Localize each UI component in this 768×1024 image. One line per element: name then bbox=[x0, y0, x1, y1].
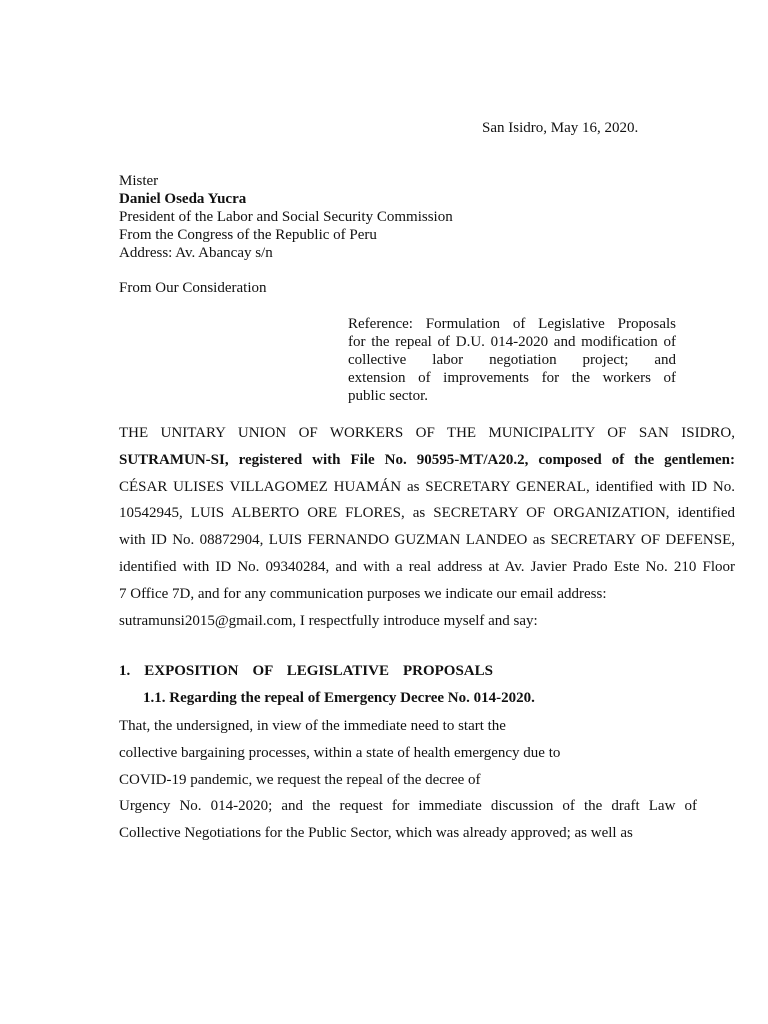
section-line: collective bargaining processes, within a state of health emergency due to bbox=[119, 744, 561, 761]
body-line: CÉSAR ULISES VILLAGOMEZ HUAMÁN as SECRETARY GENERAL, identified with ID No. bbox=[119, 478, 735, 495]
subsection-title: 1.1. Regarding the repeal of Emergency Decree No. 014-2020. bbox=[143, 690, 535, 706]
body-line: SUTRAMUN-SI, registered with File No. 90595-MT/A20.2, composed of the gentlemen: bbox=[119, 451, 735, 468]
body-line: with ID No. 08872904, LUIS FERNANDO GUZMAN LANDEO as SECRETARY OF DEFENSE, bbox=[119, 532, 735, 549]
letter-greeting: From Our Consideration bbox=[119, 280, 267, 296]
body-line: 7 Office 7D, and for any communication purposes we indicate our email address: bbox=[119, 585, 607, 602]
section-line: That, the undersigned, in view of the immediate need to start the bbox=[119, 718, 506, 734]
section-line: Collective Negotiations for the Public Sector, which was already approved; as well as bbox=[119, 825, 633, 842]
body-line: THE UNITARY UNION OF WORKERS OF THE MUNICIPALITY OF SAN ISIDRO, bbox=[119, 425, 735, 441]
reference-line: collective labor negotiation project; and bbox=[348, 352, 676, 368]
addressee-block bbox=[119, 172, 453, 262]
reference-line: Reference: Formulation of Legislative Proposals bbox=[348, 316, 676, 332]
body-line: 10542945, LUIS ALBERTO ORE FLORES, as SECRETARY OF ORGANIZATION, identified bbox=[119, 505, 735, 522]
section-paragraph bbox=[119, 713, 697, 847]
section-line: COVID-19 pandemic, we request the repeal of the decree of bbox=[119, 771, 481, 788]
reference-line: for the repeal of D.U. 014-2020 and modification of bbox=[348, 334, 676, 350]
reference-line: extension of improvements for the workers of bbox=[348, 370, 676, 386]
body-line: sutramunsi2015@gmail.com, I respectfully introduce myself and say: bbox=[119, 612, 538, 629]
addressee-position: President of the Labor and Social Security Commission bbox=[119, 209, 453, 225]
introduction-paragraph bbox=[119, 420, 735, 634]
addressee-name: Daniel Oseda Yucra bbox=[119, 191, 247, 207]
addressee-institution: From the Congress of the Republic of Peru bbox=[119, 227, 377, 243]
reference-block bbox=[348, 315, 676, 405]
addressee-salutation: Mister bbox=[119, 173, 159, 189]
section-title: 1. EXPOSITION OF LEGISLATIVE PROPOSALS bbox=[119, 663, 493, 679]
section-line: Urgency No. 014-2020; and the request for immediate discussion of the draft Law of bbox=[119, 798, 697, 815]
reference-line: public sector. bbox=[348, 388, 428, 404]
letter-date: San Isidro, May 16, 2020. bbox=[482, 120, 639, 136]
body-line: identified with ID No. 09340284, and with a real address at Av. Javier Prado Este No. 210 Floor bbox=[119, 558, 735, 575]
addressee-address: Address: Av. Abancay s/n bbox=[119, 245, 273, 261]
